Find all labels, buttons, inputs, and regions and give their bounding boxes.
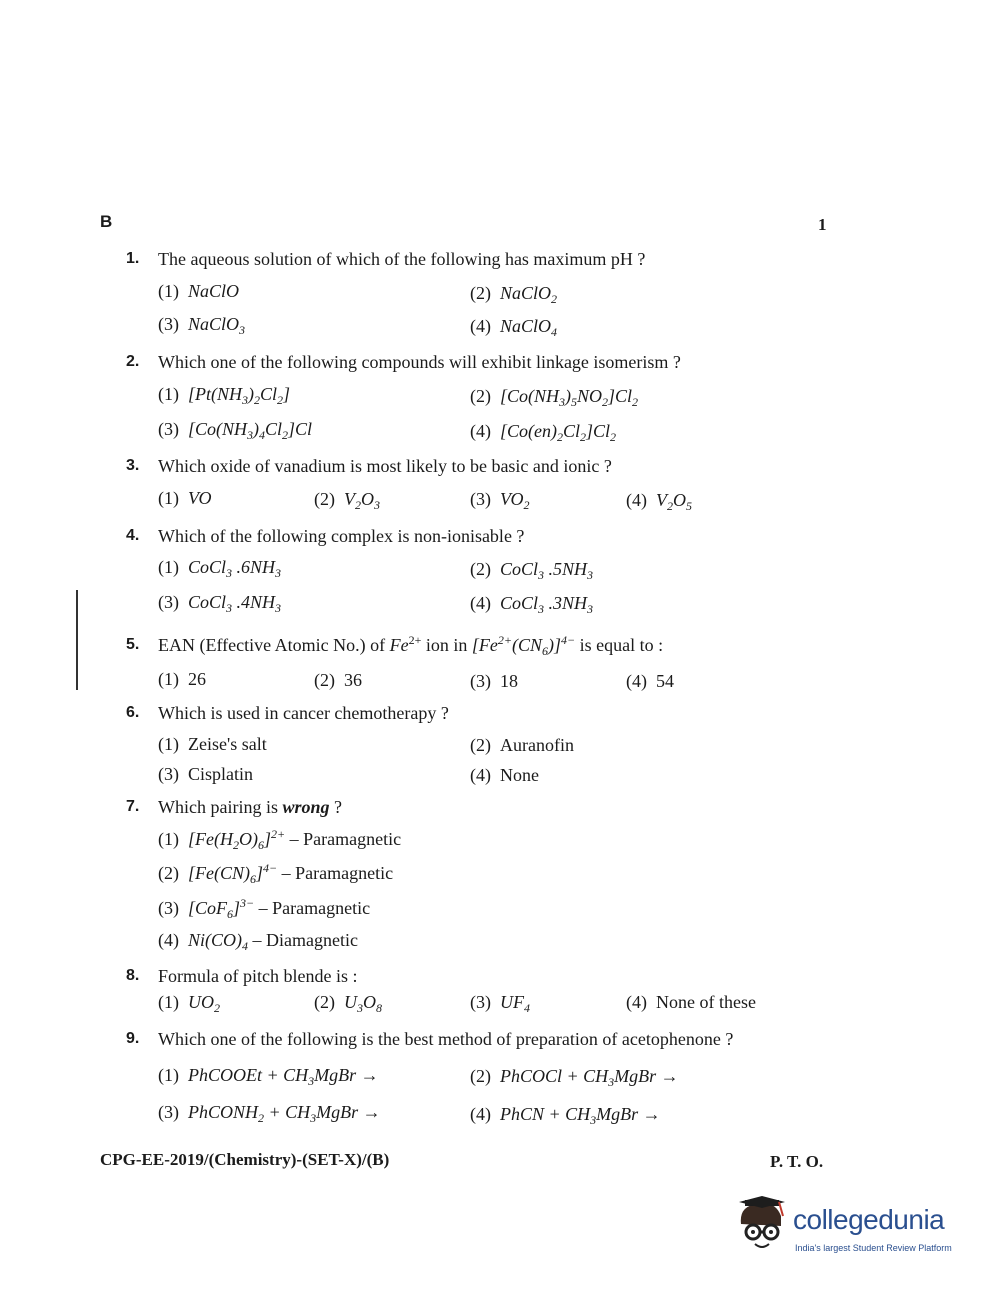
question-number: 3. [126,457,140,474]
option: (1) $[Fe(H_2O)_6]^{2+}$ – Paramagnetic [158,827,402,852]
option: (3) CoCl$_3$ $.4NH_3$ [158,592,282,615]
question-number: 5. [126,636,140,653]
option: (1) CoCl$_3$ $.6NH_3$ [158,557,282,580]
question-text: Which of the following complex is non-ionisable ? [158,526,525,546]
question-text: The aqueous solution of which of the following has maximum pH ? [158,249,646,269]
option: (1) 26 [158,669,206,689]
option: (4) $[Co(en)_2Cl_2]Cl_2$ [470,421,617,444]
option: (4) None of these [626,992,756,1012]
option: (1) PhCOOEt + $CH_3MgBr$ → [158,1065,379,1088]
question-number: 6. [126,704,140,721]
option: (2) $[Co(NH_3)_5NO_2]Cl_2$ [470,386,639,409]
option: (3) 18 [470,671,518,691]
question-text: Formula of pitch blende is : [158,966,358,986]
question-number: 8. [126,967,140,984]
option: (2) 36 [314,670,362,690]
set-letter: B [100,212,113,231]
option: (4) CoCl$_3$ $.3NH_3$ [470,593,594,616]
option: (2) $U_3O_8$ [314,992,382,1015]
option: (1) $[Pt(NH_3)_2Cl_2]$ [158,384,291,407]
option: (4) PhCN + $CH_3MgBr$ → [470,1104,661,1127]
option: (3) $UF_4$ [470,992,530,1015]
option: (1) NaClO [158,281,240,301]
option: (4) None [470,765,539,785]
pto-label: P. T. O. [770,1152,824,1171]
option: (3) Cisplatin [158,764,254,784]
option: (3) $[Co(NH_3)_4Cl_2]Cl$ [158,419,313,442]
question-text: Which oxide of vanadium is most likely to be basic and ionic ? [158,456,612,476]
logo-brand: collegedunia [793,1204,945,1235]
option: (1) VO [158,488,212,508]
question-number: 9. [126,1030,140,1047]
collegedunia-logo [735,1196,965,1266]
question-number: 7. [126,798,140,815]
question-text: EAN (Effective Atomic No.) of $Fe^{2+}$ ion in $[Fe^{2+}(CN_6)]^{4-}$ is equal to : [158,633,664,658]
option: (2) $[Fe(CN)_6]^{4-}$ – Paramagnetic [158,861,394,886]
question-text: Which one of the following compounds will exhibit linkage isomerism ? [158,352,681,372]
logo-tagline: India's largest Student Review Platform [795,1243,952,1253]
option: (2) PhCOCl + $CH_3MgBr$ → [470,1066,679,1089]
margin-mark [76,590,78,690]
option: (3) $VO_2$ [470,489,530,512]
mascot-icon [735,1196,791,1256]
question-text: Which one of the following is the best method of preparation of acetophenone ? [158,1029,734,1049]
option: (2) NaClO$_2$ [470,283,558,306]
question-text: Which is used in cancer chemotherapy ? [158,703,449,723]
option: (3) $[CoF_6]^{3-}$ – Paramagnetic [158,896,371,921]
page-number: 1 [818,215,827,234]
option: (4) NaClO$_4$ [470,316,558,339]
option: (4) $V_2O_5$ [626,490,692,513]
question-number: 1. [126,250,140,267]
paper-code: CPG-EE-2019/(Chemistry)-(SET-X)/(B) [100,1150,390,1169]
question-number: 2. [126,353,140,370]
option: (4) $Ni(CO)_4$ – Diamagnetic [158,930,358,953]
question-number: 4. [126,527,140,544]
option: (3) NaClO$_3$ [158,314,246,337]
option: (4) 54 [626,671,674,691]
option: (3) PhCONH$_2$ + $CH_3MgBr$ → [158,1102,381,1125]
option: (2) Auranofin [470,735,574,755]
option: (1) Zeise's salt [158,734,267,754]
option: (1) $UO_2$ [158,992,220,1015]
question-text: Which pairing is wrong ? [158,797,343,817]
option: (2) CoCl$_3$ $.5NH_3$ [470,559,594,582]
option: (2) $V_2O_3$ [314,489,380,512]
